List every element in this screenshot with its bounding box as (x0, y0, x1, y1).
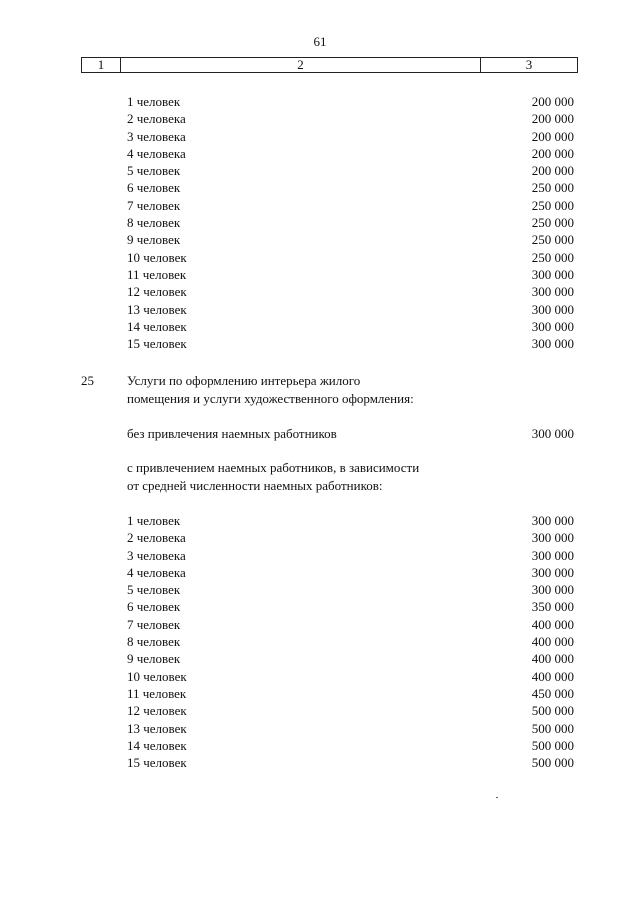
row-label: 14 человек (127, 318, 187, 334)
row-value: 250 000 (531, 180, 574, 196)
row-label: 14 человек (127, 737, 187, 753)
scan-speck (496, 797, 498, 798)
row-value: 250 000 (531, 232, 574, 248)
group2-row (81, 616, 578, 633)
row-label: 12 человек (127, 703, 187, 719)
no-workers-value: 300 000 (531, 426, 574, 441)
group1-row (81, 179, 578, 196)
row-label: 3 человека (127, 547, 186, 563)
item-title-line-2: помещения и услуги художественного оформления: (127, 390, 414, 406)
header-col-1: 1 (82, 58, 121, 72)
with-workers-line-1: с привлечением наемных работников, в зависимости (127, 460, 420, 475)
group1-row (81, 231, 578, 248)
group1-row (81, 318, 578, 335)
no-workers-label: без привлечения наемных работников (127, 426, 337, 441)
row-label: 9 человек (127, 232, 181, 248)
row-label: 5 человек (127, 582, 181, 598)
group1-row (81, 266, 578, 283)
row-label: 8 человек (127, 215, 181, 231)
row-label: 2 человека (127, 530, 186, 546)
row-label: 8 человек (127, 634, 181, 650)
row-label: 3 человека (127, 128, 186, 144)
row-value: 300 000 (531, 547, 574, 563)
row-value: 200 000 (531, 163, 574, 179)
row-value: 500 000 (531, 737, 574, 753)
row-label: 1 человек (127, 513, 181, 528)
row-label: 4 человека (127, 145, 186, 161)
group1-row (81, 110, 578, 127)
item-title-line-1: Услуги по оформлению интерьера жилого (127, 373, 361, 388)
group1-row (81, 128, 578, 145)
row-value: 400 000 (531, 616, 574, 632)
row-value: 300 000 (531, 318, 574, 334)
row-label: 2 человека (127, 111, 186, 127)
row-value: 300 000 (531, 564, 574, 580)
group2-row (81, 754, 578, 771)
group2-row (81, 737, 578, 754)
group2-row (81, 598, 578, 615)
row-value: 300 000 (531, 513, 574, 528)
row-value: 250 000 (531, 215, 574, 231)
group1-row (81, 145, 578, 162)
row-label: 13 человек (127, 301, 187, 317)
group1-row (81, 214, 578, 231)
group2-row (81, 581, 578, 598)
page-number: 61 (313, 34, 327, 49)
row-label: 13 человек (127, 720, 187, 736)
row-label: 1 человек (127, 94, 181, 109)
row-value: 300 000 (531, 530, 574, 546)
row-value: 300 000 (531, 301, 574, 317)
row-value: 200 000 (531, 128, 574, 144)
group1-row (81, 301, 578, 318)
group2-row (81, 685, 578, 702)
group1-row (81, 93, 578, 110)
header-col-3: 3 (525, 57, 533, 72)
group2-row (81, 720, 578, 737)
row-label: 15 человек (127, 336, 187, 352)
row-label: 5 человек (127, 163, 181, 179)
with-workers-line-2: от средней численности наемных работников: (127, 477, 383, 493)
row-label: 15 человек (127, 755, 187, 771)
row-value: 200 000 (531, 111, 574, 127)
table-header (81, 57, 578, 73)
row-value: 300 000 (531, 582, 574, 598)
group2-row (81, 668, 578, 685)
row-value: 500 000 (531, 703, 574, 719)
row-label: 4 человека (127, 564, 186, 580)
group2-row (81, 702, 578, 719)
group2-row (81, 650, 578, 667)
row-value: 400 000 (531, 634, 574, 650)
group2-row (81, 633, 578, 650)
row-value: 350 000 (531, 599, 574, 615)
group2-row (81, 529, 578, 546)
group1-row (81, 197, 578, 214)
row-label: 10 человек (127, 668, 187, 684)
row-value: 500 000 (531, 755, 574, 771)
row-value: 300 000 (531, 284, 574, 300)
row-value: 400 000 (531, 651, 574, 667)
no-workers-row (81, 425, 578, 442)
row-value: 500 000 (531, 720, 574, 736)
row-value: 250 000 (531, 249, 574, 265)
item-number: 25 (81, 373, 94, 388)
row-value: 200 000 (531, 145, 574, 161)
row-label: 11 человек (127, 685, 187, 701)
group1-row (81, 283, 578, 300)
group1-row (81, 249, 578, 266)
row-label: 6 человек (127, 599, 181, 615)
row-label: 9 человек (127, 651, 181, 667)
row-label: 11 человек (127, 266, 187, 282)
row-label: 12 человек (127, 284, 187, 300)
group2-row (81, 547, 578, 564)
group2-row (81, 564, 578, 581)
group2-row (81, 512, 578, 529)
group1-row (81, 162, 578, 179)
group2-rows (81, 512, 578, 771)
with-workers-text (81, 459, 578, 494)
group1-rows (81, 93, 578, 352)
row-value: 300 000 (531, 336, 574, 352)
row-value: 200 000 (531, 94, 574, 109)
row-value: 400 000 (531, 668, 574, 684)
row-value: 250 000 (531, 197, 574, 213)
header-col-2: 2 (121, 58, 481, 72)
group1-row (81, 335, 578, 352)
row-label: 10 человек (127, 249, 187, 265)
row-value: 300 000 (531, 266, 574, 282)
row-label: 7 человек (127, 616, 181, 632)
row-label: 6 человек (127, 180, 181, 196)
item-25 (81, 372, 578, 407)
row-value: 450 000 (531, 685, 574, 701)
row-label: 7 человек (127, 197, 181, 213)
